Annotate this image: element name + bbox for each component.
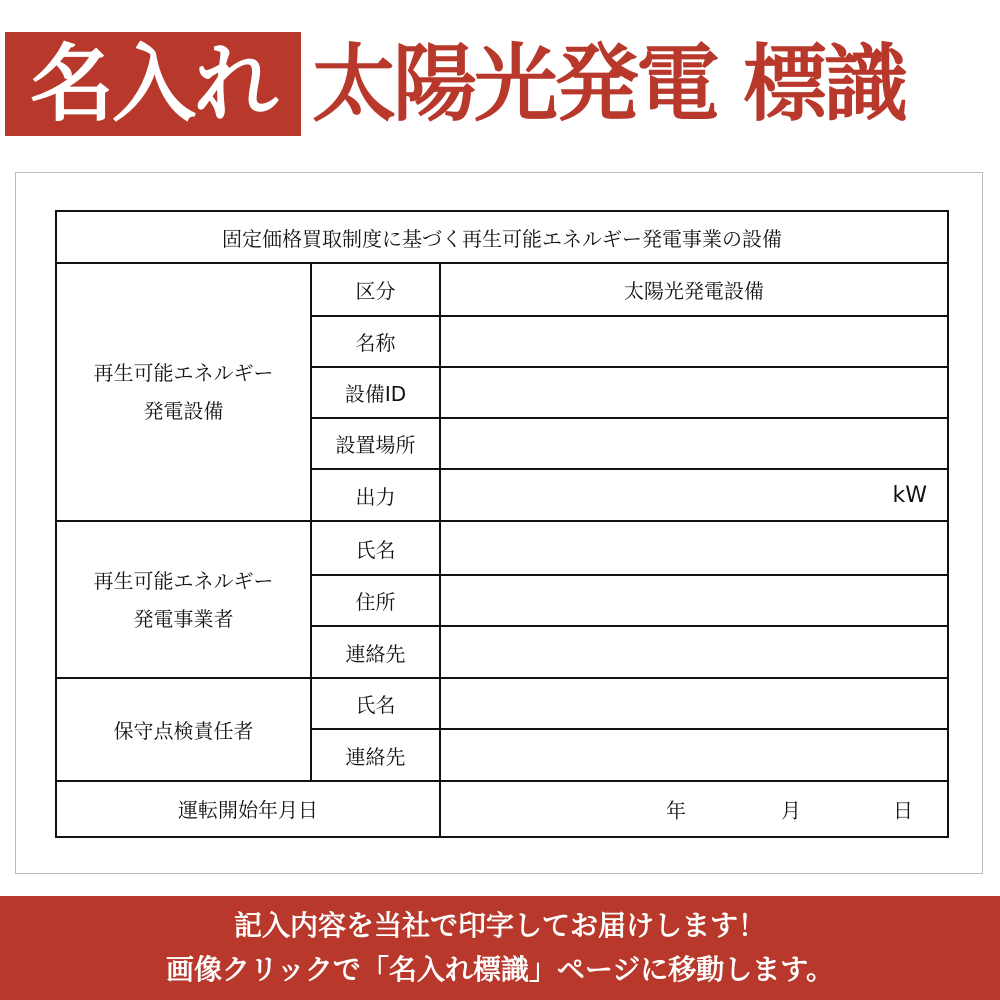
date-year-label: 年 bbox=[666, 798, 686, 823]
row-label-maintenance-contact: 連絡先 bbox=[311, 729, 440, 780]
row-value-type: 太陽光発電設備 bbox=[440, 263, 948, 315]
sign-image[interactable] bbox=[15, 172, 983, 874]
banner-line-2: 画像クリックで「名入れ標識」ページに移動します。 bbox=[165, 953, 835, 986]
operator-category-line2: 発電事業者 bbox=[133, 606, 234, 631]
title-sign: 標識 bbox=[743, 35, 906, 133]
row-label-operator-name: 氏名 bbox=[311, 521, 440, 574]
row-value-facility-id bbox=[440, 367, 948, 418]
start-date-value bbox=[440, 781, 948, 837]
row-value-maintenance-contact bbox=[440, 729, 948, 780]
row-value-maintenance-name bbox=[440, 678, 948, 729]
sign-table bbox=[55, 210, 949, 838]
row-label-facility-id: 設備ID bbox=[311, 367, 440, 418]
row-label-operator-contact: 連絡先 bbox=[311, 626, 440, 678]
operator-category bbox=[56, 521, 311, 678]
header bbox=[0, 0, 1000, 150]
facility-category-line1: 再生可能エネルギー bbox=[93, 361, 274, 386]
name-entry-badge[interactable]: 名入れ bbox=[5, 32, 301, 136]
row-value-name bbox=[440, 316, 948, 367]
date-month-label: 月 bbox=[781, 798, 801, 823]
start-date-label: 運転開始年月日 bbox=[56, 781, 440, 837]
row-label-operator-address: 住所 bbox=[311, 575, 440, 626]
row-label-output: 出力 bbox=[311, 469, 440, 521]
page-title[interactable] bbox=[312, 30, 998, 138]
row-label-location: 設置場所 bbox=[311, 418, 440, 469]
promo-banner[interactable] bbox=[0, 896, 1000, 1000]
row-value-operator-address bbox=[440, 575, 948, 626]
row-value-location bbox=[440, 418, 948, 469]
maintenance-category: 保守点検責任者 bbox=[56, 678, 311, 780]
title-solar: 太陽光発電 bbox=[312, 35, 718, 133]
banner-line-1: 記入内容を当社で印字してお届けします！ bbox=[233, 909, 766, 942]
row-value-operator-contact bbox=[440, 626, 948, 678]
facility-category-line2: 発電設備 bbox=[143, 399, 224, 424]
sign-heading: 固定価格買取制度に基づく再生可能エネルギー発電事業の設備 bbox=[56, 211, 948, 263]
row-value-operator-name bbox=[440, 521, 948, 574]
facility-category bbox=[56, 263, 311, 521]
row-label-name: 名称 bbox=[311, 316, 440, 367]
row-value-output-unit: kW bbox=[440, 469, 948, 521]
operator-category-line1: 再生可能エネルギー bbox=[93, 568, 274, 593]
row-label-maintenance-name: 氏名 bbox=[311, 678, 440, 729]
date-day-label: 日 bbox=[893, 798, 913, 823]
row-label-type: 区分 bbox=[311, 263, 440, 315]
